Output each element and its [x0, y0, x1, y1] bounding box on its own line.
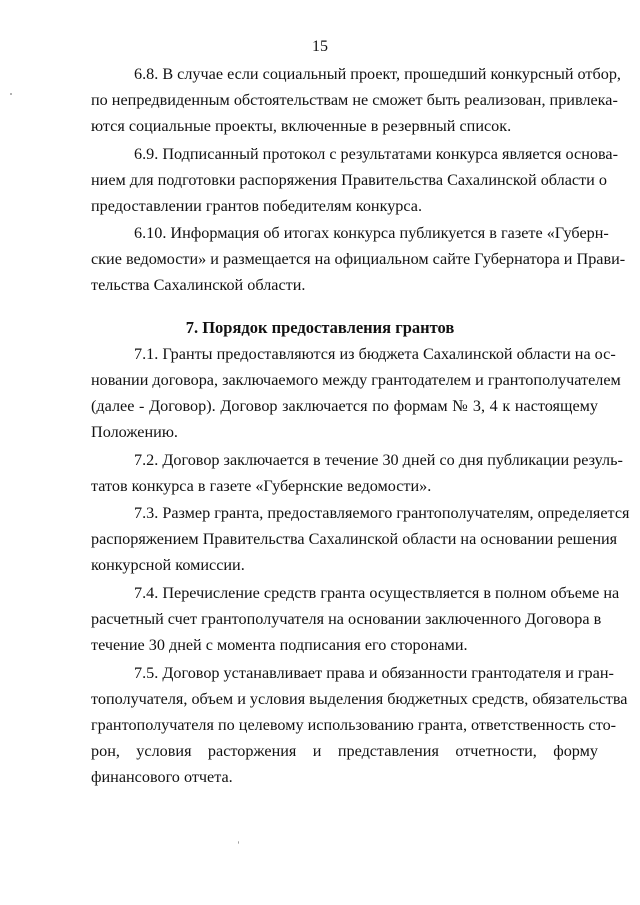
paragraph-6-8-line: ются социальные проекты, включенные в резервный список.: [91, 117, 512, 135]
paragraph-6-9-line: 6.9. Подписанный протокол с результатами конкурса является основа-: [134, 145, 618, 163]
page-number: 15: [312, 38, 328, 55]
paragraph-7-5-line: грантополучателя по целевому использованию гранта, ответственность сто-: [91, 716, 617, 734]
paragraph-6-10-line: 6.10. Информация об итогах конкурса публикуется в газете «Губерн-: [134, 224, 609, 242]
paragraph-7-3-line: конкурсной комиссии.: [91, 556, 245, 574]
paragraph-7-1-line: (далее - Договор). Договор заключается по формам № 3, 4 к настоящему: [91, 397, 598, 415]
paragraph-7-2-line: татов конкурса в газете «Губернские ведомости».: [91, 477, 432, 495]
paragraph-6-8-line: 6.8. В случае если социальный проект, прошедший конкурсный отбор,: [134, 65, 621, 83]
paragraph-7-4-line: 7.4. Перечисление средств гранта осуществляется в полном объеме на: [134, 584, 620, 602]
paragraph-7-4-line: расчетный счет грантополучателя на основании заключенного Договора в: [91, 610, 602, 628]
paragraph-7-1-line: Положению.: [91, 423, 178, 441]
paragraph-7-5-line: финансового отчета.: [91, 768, 233, 786]
paragraph-6-10-line: ские ведомости» и размещается на официальном сайте Губернатора и Прави-: [91, 250, 626, 268]
paragraph-7-2-line: 7.2. Договор заключается в течение 30 дней со дня публикации резуль-: [134, 451, 623, 469]
paragraph-7-3-line: 7.3. Размер гранта, предоставляемого грантополучателям, определяется: [134, 504, 630, 522]
paragraph-7-3-line: распоряжением Правительства Сахалинской области на основании решения: [91, 530, 618, 548]
paragraph-6-9-line: предоставлении грантов победителям конкурса.: [91, 197, 423, 215]
paragraph-7-1-line: новании договора, заключаемого между грантодателем и грантополучателем: [91, 371, 621, 389]
paragraph-6-9-line: нием для подготовки распоряжения Правительства Сахалинской области о: [91, 171, 607, 189]
paragraph-7-5-line: тополучателя, объем и условия выделения бюджетных средств, обязательства: [91, 690, 628, 708]
paragraph-7-4-line: течение 30 дней с момента подписания его сторонами.: [91, 636, 468, 654]
section-7-heading: 7. Порядок предоставления грантов: [185, 318, 455, 337]
paragraph-6-10-line: тельства Сахалинской области.: [91, 276, 306, 294]
paragraph-6-8-line: по непредвиденным обстоятельствам не сможет быть реализован, привлека-: [91, 91, 618, 109]
paragraph-7-5-line: 7.5. Договор устанавливает права и обязанности грантодателя и гран-: [134, 664, 614, 682]
scan-speck: [238, 841, 239, 844]
scan-speck: [10, 93, 12, 95]
paragraph-7-5-line: рон, условия расторжения и представления отчетности, форму: [91, 742, 598, 760]
paragraph-7-1-line: 7.1. Гранты предоставляются из бюджета Сахалинской области на ос-: [134, 345, 616, 363]
